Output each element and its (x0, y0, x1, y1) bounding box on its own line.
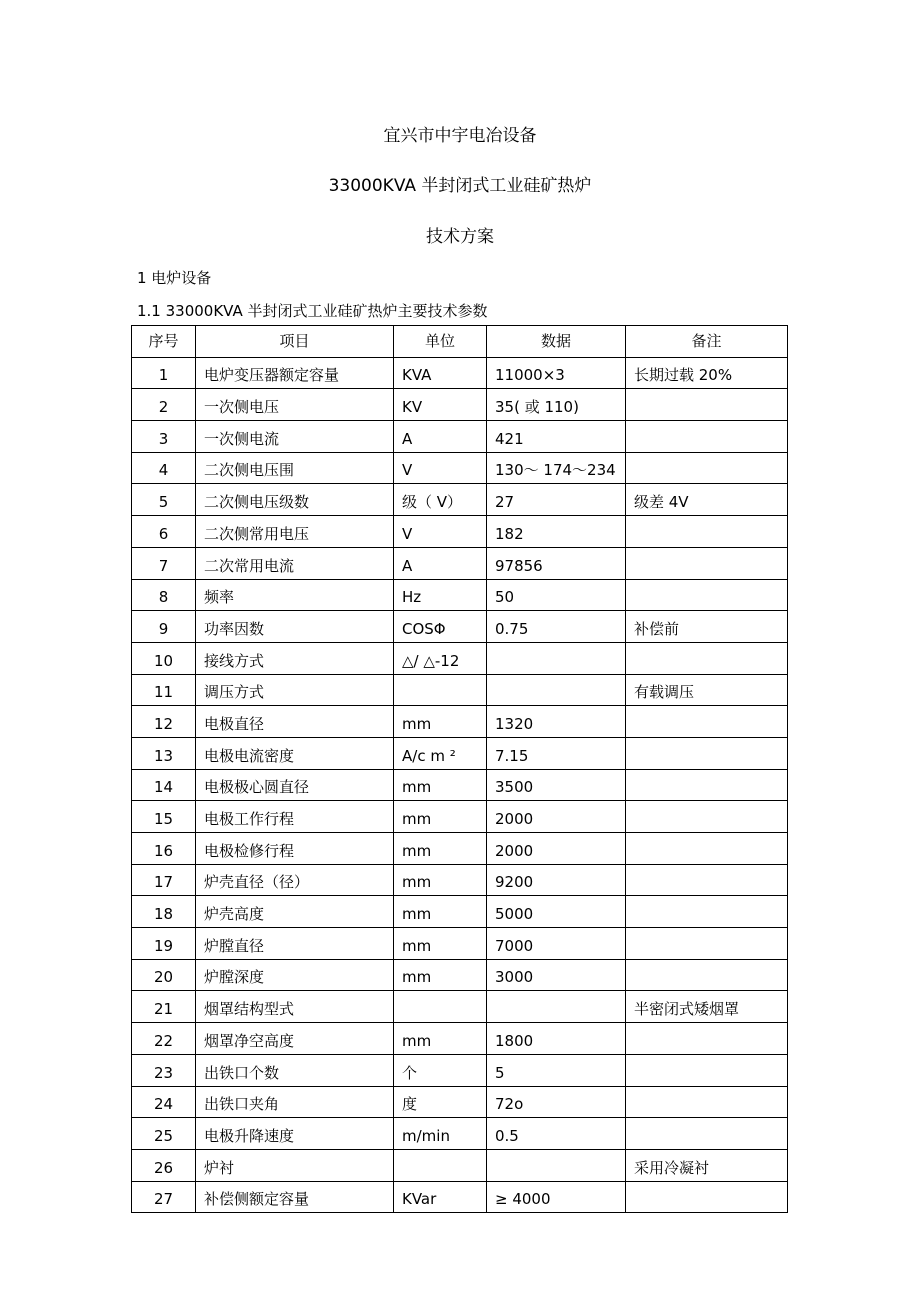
cell-item: 功率因数 (196, 611, 394, 643)
cell-unit: mm (394, 769, 487, 801)
cell-data: 5 (487, 1054, 626, 1086)
table-row (132, 1054, 788, 1086)
cell-no: 25 (132, 1118, 196, 1150)
cell-item: 炉壳直径（径） (196, 864, 394, 896)
cell-remark (626, 928, 788, 960)
table-row (132, 357, 788, 389)
cell-data (487, 991, 626, 1023)
header-data: 数据 (487, 326, 626, 358)
cell-remark (626, 706, 788, 738)
header-remark: 备注 (626, 326, 788, 358)
cell-item: 炉膛深度 (196, 959, 394, 991)
table-body (132, 357, 788, 1213)
cell-unit: mm (394, 801, 487, 833)
table-row (132, 547, 788, 579)
cell-no: 10 (132, 642, 196, 674)
cell-remark (626, 864, 788, 896)
cell-no: 4 (132, 452, 196, 484)
cell-no: 23 (132, 1054, 196, 1086)
cell-remark (626, 1181, 788, 1213)
table-row (132, 642, 788, 674)
cell-remark: 采用冷凝衬 (626, 1149, 788, 1181)
cell-data (487, 642, 626, 674)
table-header-row (132, 326, 788, 358)
cell-no: 1 (132, 357, 196, 389)
cell-data: ≥ 4000 (487, 1181, 626, 1213)
company-title: 宜兴市中宇电冶设备 (383, 126, 537, 146)
cell-item: 补偿侧额定容量 (196, 1181, 394, 1213)
cell-unit: mm (394, 1023, 487, 1055)
cell-item: 烟罩净空高度 (196, 1023, 394, 1055)
cell-data: 27 (487, 484, 626, 516)
section-heading: 1 电炉设备 (137, 269, 212, 287)
cell-item: 一次侧电压 (196, 389, 394, 421)
table-row (132, 801, 788, 833)
cell-remark: 有载调压 (626, 674, 788, 706)
cell-unit: COSΦ (394, 611, 487, 643)
table-row (132, 769, 788, 801)
cell-no: 11 (132, 674, 196, 706)
table-row (132, 1086, 788, 1118)
cell-item: 调压方式 (196, 674, 394, 706)
cell-remark: 补偿前 (626, 611, 788, 643)
cell-no: 9 (132, 611, 196, 643)
cell-remark (626, 452, 788, 484)
cell-item: 一次侧电流 (196, 421, 394, 453)
cell-data: 9200 (487, 864, 626, 896)
cell-unit: m/min (394, 1118, 487, 1150)
cell-remark (626, 737, 788, 769)
cell-item: 二次侧常用电压 (196, 516, 394, 548)
cell-remark (626, 833, 788, 865)
cell-remark: 级差 4V (626, 484, 788, 516)
cell-unit: KVA (394, 357, 487, 389)
cell-unit: A/c m ² (394, 737, 487, 769)
cell-remark: 半密闭式矮烟罩 (626, 991, 788, 1023)
table-row (132, 896, 788, 928)
product-title: 33000KVA 半封闭式工业硅矿热炉 (328, 176, 592, 196)
cell-remark (626, 579, 788, 611)
cell-remark (626, 1054, 788, 1086)
cell-remark (626, 896, 788, 928)
cell-remark: 长期过载 20% (626, 357, 788, 389)
cell-data: 11000×3 (487, 357, 626, 389)
cell-no: 5 (132, 484, 196, 516)
cell-unit: V (394, 452, 487, 484)
cell-remark (626, 547, 788, 579)
table-row (132, 484, 788, 516)
cell-data: 50 (487, 579, 626, 611)
cell-remark (626, 1086, 788, 1118)
cell-unit: 个 (394, 1054, 487, 1086)
cell-no: 15 (132, 801, 196, 833)
table-row (132, 452, 788, 484)
table-row (132, 579, 788, 611)
cell-no: 12 (132, 706, 196, 738)
cell-no: 16 (132, 833, 196, 865)
table-row (132, 1118, 788, 1150)
cell-data: 421 (487, 421, 626, 453)
cell-data: 3000 (487, 959, 626, 991)
table-row (132, 611, 788, 643)
cell-no: 3 (132, 421, 196, 453)
cell-unit (394, 991, 487, 1023)
cell-remark (626, 1118, 788, 1150)
parameter-table (131, 325, 788, 1213)
cell-unit (394, 674, 487, 706)
cell-item: 二次侧电压围 (196, 452, 394, 484)
cell-unit: △/ △-12 (394, 642, 487, 674)
cell-data: 1800 (487, 1023, 626, 1055)
cell-unit: A (394, 421, 487, 453)
cell-data: 2000 (487, 833, 626, 865)
table-row (132, 959, 788, 991)
subsection-heading: 1.1 33000KVA 半封闭式工业硅矿热炉主要技术参数 (137, 302, 488, 320)
cell-unit: A (394, 547, 487, 579)
cell-unit: KV (394, 389, 487, 421)
cell-item: 出铁口夹角 (196, 1086, 394, 1118)
cell-unit: mm (394, 833, 487, 865)
cell-data: 72o (487, 1086, 626, 1118)
cell-no: 21 (132, 991, 196, 1023)
document-title: 技术方案 (426, 227, 494, 247)
table-row (132, 674, 788, 706)
cell-unit: mm (394, 959, 487, 991)
cell-remark (626, 389, 788, 421)
cell-no: 27 (132, 1181, 196, 1213)
cell-item: 频率 (196, 579, 394, 611)
cell-item: 烟罩结构型式 (196, 991, 394, 1023)
cell-unit: KVar (394, 1181, 487, 1213)
cell-item: 电极极心圆直径 (196, 769, 394, 801)
cell-item: 二次常用电流 (196, 547, 394, 579)
cell-no: 26 (132, 1149, 196, 1181)
cell-remark (626, 642, 788, 674)
table-row (132, 1149, 788, 1181)
cell-data: 0.75 (487, 611, 626, 643)
cell-data: 7000 (487, 928, 626, 960)
table-row (132, 1023, 788, 1055)
table-row (132, 991, 788, 1023)
cell-remark (626, 769, 788, 801)
cell-no: 14 (132, 769, 196, 801)
cell-data: 130～ 174～234 (487, 452, 626, 484)
cell-data (487, 1149, 626, 1181)
cell-item: 二次侧电压级数 (196, 484, 394, 516)
cell-item: 接线方式 (196, 642, 394, 674)
cell-data: 7.15 (487, 737, 626, 769)
cell-no: 7 (132, 547, 196, 579)
cell-data (487, 674, 626, 706)
table-row (132, 1181, 788, 1213)
cell-unit (394, 1149, 487, 1181)
cell-item: 电炉变压器额定容量 (196, 357, 394, 389)
cell-no: 13 (132, 737, 196, 769)
cell-item: 电极检修行程 (196, 833, 394, 865)
table-row (132, 928, 788, 960)
cell-no: 22 (132, 1023, 196, 1055)
table-row (132, 421, 788, 453)
cell-no: 20 (132, 959, 196, 991)
cell-no: 17 (132, 864, 196, 896)
cell-item: 炉衬 (196, 1149, 394, 1181)
cell-item: 出铁口个数 (196, 1054, 394, 1086)
cell-data: 3500 (487, 769, 626, 801)
cell-no: 24 (132, 1086, 196, 1118)
cell-item: 炉壳高度 (196, 896, 394, 928)
cell-unit: mm (394, 896, 487, 928)
header-no: 序号 (132, 326, 196, 358)
table-row (132, 864, 788, 896)
cell-data: 35( 或 110) (487, 389, 626, 421)
table-row (132, 516, 788, 548)
table-row (132, 833, 788, 865)
cell-remark (626, 801, 788, 833)
cell-data: 97856 (487, 547, 626, 579)
cell-unit: mm (394, 928, 487, 960)
cell-unit: 度 (394, 1086, 487, 1118)
table-row (132, 706, 788, 738)
cell-data: 5000 (487, 896, 626, 928)
cell-item: 炉膛直径 (196, 928, 394, 960)
cell-no: 8 (132, 579, 196, 611)
table-row (132, 389, 788, 421)
cell-data: 0.5 (487, 1118, 626, 1150)
cell-item: 电极升降速度 (196, 1118, 394, 1150)
cell-data: 182 (487, 516, 626, 548)
cell-item: 电极工作行程 (196, 801, 394, 833)
cell-data: 1320 (487, 706, 626, 738)
cell-no: 6 (132, 516, 196, 548)
cell-unit: mm (394, 864, 487, 896)
cell-remark (626, 516, 788, 548)
header-item: 项目 (196, 326, 394, 358)
cell-remark (626, 959, 788, 991)
cell-unit: mm (394, 706, 487, 738)
cell-item: 电极直径 (196, 706, 394, 738)
cell-data: 2000 (487, 801, 626, 833)
cell-no: 18 (132, 896, 196, 928)
header-unit: 单位 (394, 326, 487, 358)
cell-unit: 级（ V） (394, 484, 487, 516)
cell-remark (626, 421, 788, 453)
table-row (132, 737, 788, 769)
cell-item: 电极电流密度 (196, 737, 394, 769)
cell-unit: V (394, 516, 487, 548)
cell-unit: Hz (394, 579, 487, 611)
cell-no: 19 (132, 928, 196, 960)
cell-no: 2 (132, 389, 196, 421)
cell-remark (626, 1023, 788, 1055)
